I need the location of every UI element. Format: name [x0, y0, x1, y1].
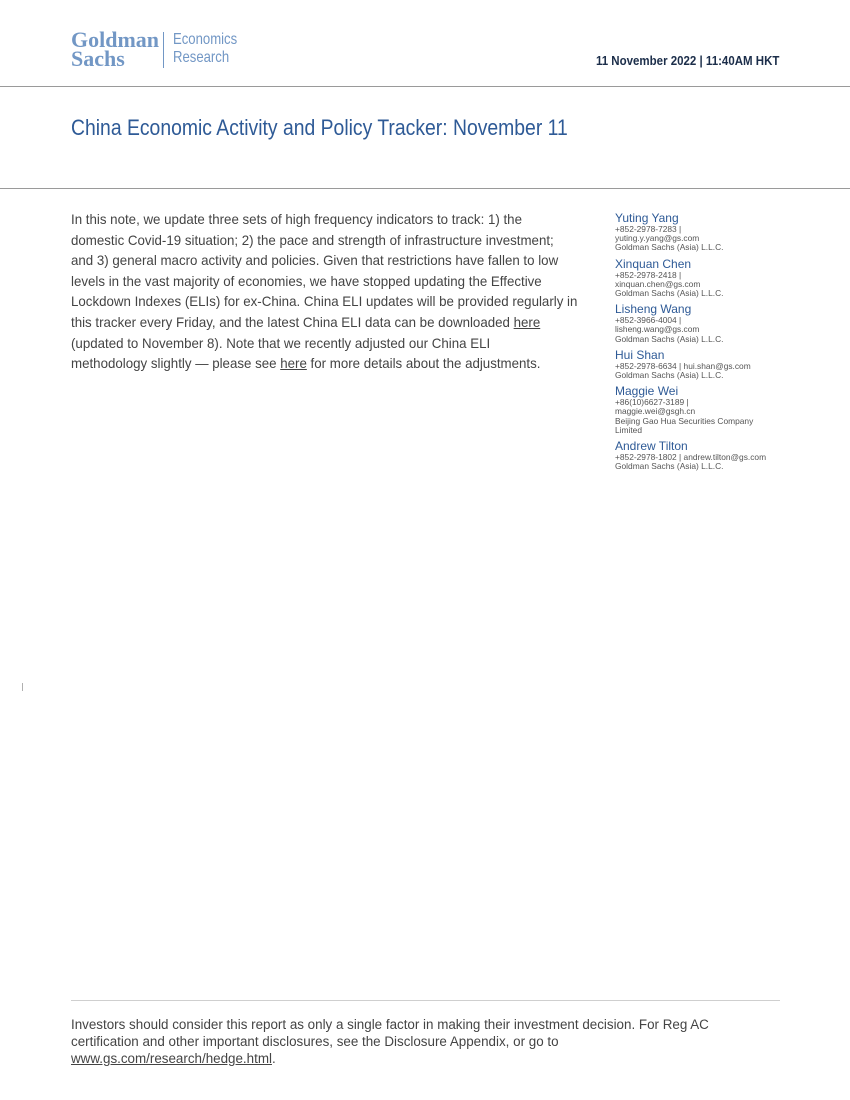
author-firm: Limited — [615, 424, 642, 435]
author-phone: +852-3966-4004 | — [615, 315, 682, 326]
eli-download-link[interactable]: here — [513, 313, 541, 330]
footer-text: . — [271, 1051, 276, 1066]
author-email[interactable]: maggie.wei@gsgh.cn — [615, 406, 696, 417]
author-firm: Goldman Sachs (Asia) L.L.C. — [615, 370, 724, 381]
division-line1: Economics — [173, 31, 238, 48]
author-firm: Beijing Gao Hua Securities Company — [615, 415, 754, 426]
logo-line2: Sachs — [71, 46, 125, 71]
report-title: China Economic Activity and Policy Tracker: November 11 — [71, 115, 568, 140]
author-contact[interactable]: +852-2978-6634 | hui.shan@gs.com — [615, 360, 751, 371]
division-label — [173, 31, 237, 67]
author-firm: Goldman Sachs (Asia) L.L.C. — [615, 288, 724, 299]
author-email[interactable]: lisheng.wang@gs.com — [615, 324, 700, 335]
author-list — [615, 212, 825, 476]
intro-line: domestic Covid-19 situation; 2) the pace and strength of infrastructure investment; — [71, 231, 554, 248]
author-card — [615, 258, 825, 299]
author-card — [615, 212, 825, 253]
author-firm: Goldman Sachs (Asia) L.L.C. — [615, 242, 724, 253]
intro-line — [71, 353, 579, 374]
author-firm: Goldman Sachs (Asia) L.L.C. — [615, 333, 724, 344]
logo-wordmark — [71, 27, 160, 71]
author-email[interactable]: xinquan.chen@gs.com — [615, 278, 701, 289]
intro-text: for more details about the adjustments. — [306, 355, 541, 372]
intro-line: In this note, we update three sets of high frequency indicators to track: 1) the — [71, 211, 522, 227]
margin-mark — [22, 683, 23, 691]
intro-line: levels in the vast majority of economies, we have stopped updating the Effective — [71, 272, 542, 289]
author-phone: +86(10)6627-3189 | — [615, 397, 689, 408]
logo-divider — [163, 32, 164, 68]
author-card — [615, 303, 825, 344]
footer-divider — [71, 1000, 780, 1001]
author-name: Maggie Wei — [615, 384, 679, 399]
disclosure-footer — [71, 1016, 780, 1067]
intro-text: this tracker every Friday, and the latest China ELI data can be downloaded — [71, 313, 514, 330]
footer-line: certification and other important disclosures, see the Disclosure Appendix, or go to — [71, 1034, 559, 1049]
footer-line: Investors should consider this report as only a single factor in making their investment decision. For Reg AC — [71, 1017, 709, 1032]
logo-line1: Goldman — [71, 27, 160, 52]
intro-paragraph — [71, 209, 606, 374]
author-name: Andrew Tilton — [615, 439, 688, 454]
author-card — [615, 440, 825, 471]
author-name: Yuting Yang — [615, 211, 679, 225]
author-email[interactable]: yuting.y.yang@gs.com — [615, 233, 700, 244]
division-line2: Research — [173, 49, 230, 66]
author-card — [615, 385, 825, 435]
header-divider — [0, 86, 850, 87]
intro-line: Lockdown Indexes (ELIs) for ex-China. China ELI updates will be provided regularly in — [71, 293, 578, 310]
title-divider — [0, 188, 850, 189]
author-phone: +852-2978-2418 | — [615, 269, 682, 280]
author-name: Hui Shan — [615, 347, 665, 362]
footer-line — [71, 1050, 780, 1067]
author-firm: Goldman Sachs (Asia) L.L.C. — [615, 461, 724, 472]
methodology-link[interactable]: here — [280, 355, 307, 372]
author-card — [615, 349, 825, 380]
author-contact[interactable]: +852-2978-1802 | andrew.tilton@gs.com — [615, 452, 767, 463]
intro-line: and 3) general macro activity and policies. Given that restrictions have fallen to low — [71, 252, 559, 269]
disclosure-link[interactable]: www.gs.com/research/hedge.html — [71, 1051, 272, 1066]
intro-line — [71, 312, 579, 333]
author-phone: +852-2978-7283 | — [615, 224, 682, 234]
author-name: Xinquan Chen — [615, 256, 692, 271]
intro-text: methodology slightly — please see — [71, 355, 281, 372]
intro-line: (updated to November 8). Note that we recently adjusted our China ELI — [71, 334, 491, 351]
author-name: Lisheng Wang — [615, 302, 692, 317]
publication-dateline: 11 November 2022 | 11:40AM HKT — [595, 54, 779, 68]
